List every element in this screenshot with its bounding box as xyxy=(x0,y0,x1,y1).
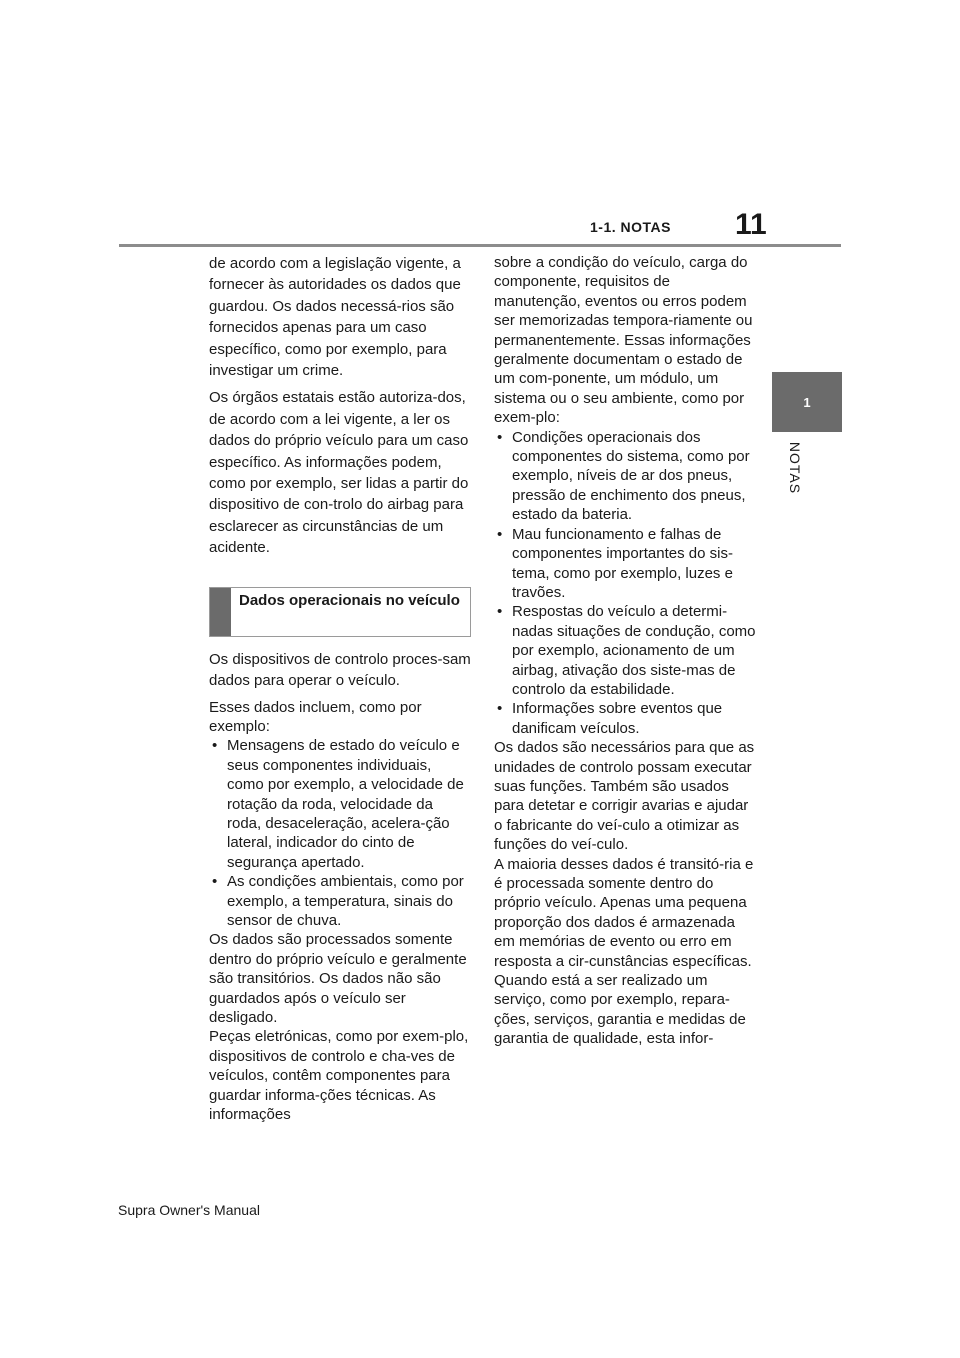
paragraph: Os dispositivos de controlo proces-sam dados para operar o veículo. xyxy=(209,650,471,690)
paragraph: Quando está a ser realizado um serviço, como por exemplo, repara-ções, serviços, garantia e medidas de garantia de qualidade, esta infor- xyxy=(494,972,746,1048)
left-column xyxy=(209,253,471,1124)
paragraph: Peças eletrónicas, como por exem-plo, dispositivos de controlo e cha-ves de veículos, contêm componentes para guardar informa-ções técnicas. As informações xyxy=(209,1028,469,1124)
chapter-number: 1 xyxy=(803,394,811,410)
chapter-tab xyxy=(772,372,842,432)
chapter-side-label: NOTAS xyxy=(787,441,803,495)
paragraph: Os órgãos estatais estão autoriza-dos, de acordo com a lei vigente, a ler os dados do próprio veículo para um caso específico. As informações podem, como por exemplo, ser lidas a partir do dispositivo de con-trolo do airbag para esclarecer as circunstâncias de um acidente. xyxy=(209,389,469,557)
paragraph: Os dados são necessários para que as unidades de controlo possam executar suas funções. Também são usados para detetar e corrigir avarias e ajudar o fabricante do veí-culo a otimizar as funções do veí-culo. xyxy=(494,739,755,854)
list-item: • Mau funcionamento e falhas de componentes importantes do sis-tema, como por exemplo, luzes e travões. xyxy=(494,525,756,603)
section-heading-title: Dados operacionais no veículo xyxy=(239,591,460,609)
bullet-list xyxy=(494,428,756,739)
section-heading-bar xyxy=(210,588,231,636)
section-heading-box xyxy=(209,587,471,637)
list-item: • As condições ambientais, como por exemplo, a temperatura, sinais do sensor de chuva. xyxy=(209,872,471,930)
bullet-list xyxy=(209,736,471,930)
list-item: • Informações sobre eventos que danificam veículos. xyxy=(494,699,756,738)
header-divider xyxy=(119,244,841,247)
paragraph: Esses dados incluem, como por exemplo: xyxy=(209,698,422,735)
list-item: • Mensagens de estado do veículo e seus componentes individuais, como por exemplo, a velocidade de rotação da roda, velocidade da roda, desaceleração, acelera-ção lateral, indicador do cinto de segurança apertado. xyxy=(209,736,471,872)
list-item: • Condições operacionais dos componentes do sistema, como por exemplo, níveis de ar dos pneus, pressão de enchimento dos pneus, estado da bateria. xyxy=(494,428,756,525)
paragraph: de acordo com a legislação vigente, a fornecer às autoridades os dados que guardou. Os dados necessá-rios são fornecidos apenas para um caso específico, como por exemplo, para investigar um crime. xyxy=(209,255,461,380)
list-item: • Respostas do veículo a determi-nadas situações de condução, como por exemplo, acionamento de um airbag, ativação dos siste-mas de controlo da estabilidade. xyxy=(494,602,756,699)
paragraph: sobre a condição do veículo, carga do componente, requisitos de manutenção, eventos ou erros podem ser memorizadas tempora-riamente ou permanentemente. Essas informações geralmente documentam o estado de um com-ponente, um módulo, um sistema ou o seu ambiente, como por exem-plo: xyxy=(494,254,753,427)
paragraph: A maioria desses dados é transitó-ria e é processada somente dentro do próprio veículo. Apenas uma pequena proporção dos dados é armazenada em memórias de evento ou erro em resposta a cir-cunstâncias específicas. xyxy=(494,855,754,970)
paragraph: Os dados são processados somente dentro do próprio veículo e geralmente são transitórios. Os dados não são guardados após o veículo ser desligado. xyxy=(209,931,467,1026)
right-column xyxy=(494,253,756,1049)
footer-manual-title: Supra Owner's Manual xyxy=(118,1202,260,1218)
page-number: 11 xyxy=(735,208,767,241)
section-heading: 1-1. NOTAS xyxy=(590,219,671,235)
